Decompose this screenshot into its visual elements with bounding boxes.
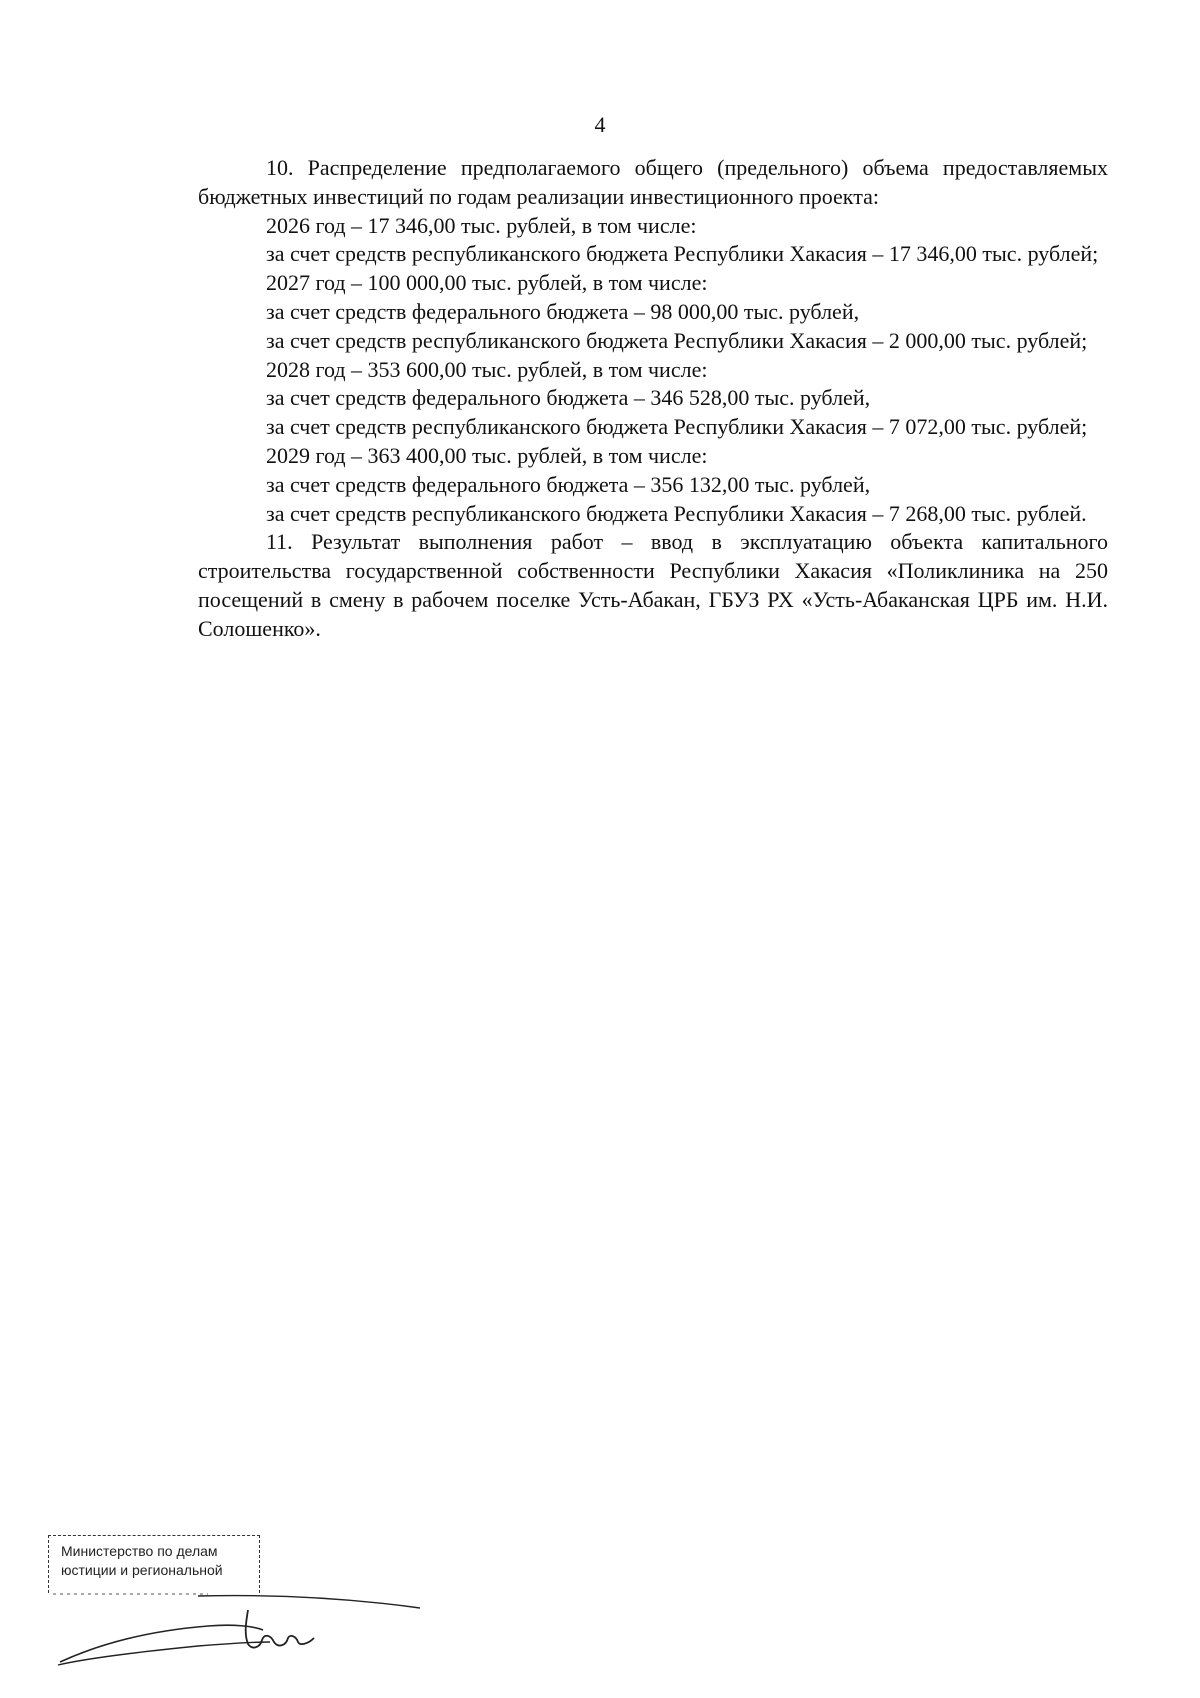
year-2026-republic-budget: за счет средств республиканского бюджета Республики Хакасия – 17 346,00 тыс. рублей; (266, 241, 1099, 267)
signature-mark (48, 1590, 428, 1690)
paragraph-item-11: 11. Результат выполнения работ – ввод в эксплуатацию объекта капитального строительства государственной собственности Республики Хакасия «Поликлиника на 250 посещений в смену в рабочем поселке Усть-Абакан, ГБУЗ РХ «Усть-Абаканская ЦРБ им. Н.И. Солошенко». (198, 529, 1108, 641)
year-2027-federal-budget: за счет средств федерального бюджета – 98 000,00 тыс. рублей, (266, 298, 860, 324)
paragraph-item-10: 10. Распределение предполагаемого общего (предельного) объема предоставляемых бюджетных инвестиций по годам реализации инвестиционного проекта: (198, 155, 1108, 209)
year-2028-republic-budget: за счет средств республиканского бюджета Республики Хакасия – 7 072,00 тыс. рублей; (266, 414, 1088, 440)
year-2029-republic-budget: за счет средств республиканского бюджета Республики Хакасия – 7 268,00 тыс. рублей. (266, 500, 1087, 526)
stamp-line-1: Министерство по делам (61, 1543, 218, 1559)
year-2027-total: 2027 год – 100 000,00 тыс. рублей, в том числе: (266, 270, 708, 296)
year-2026-total: 2026 год – 17 346,00 тыс. рублей, в том числе: (266, 212, 697, 238)
year-2029-total: 2029 год – 363 400,00 тыс. рублей, в том числе: (266, 442, 708, 468)
document-body (198, 154, 1108, 644)
stamp-line-2: юстиции и региональной (61, 1562, 223, 1578)
year-2028-total: 2028 год – 353 600,00 тыс. рублей, в том числе: (266, 356, 708, 382)
ministry-stamp (48, 1535, 260, 1593)
page-number: 4 (594, 112, 606, 137)
year-2029-federal-budget: за счет средств федерального бюджета – 356 132,00 тыс. рублей, (266, 471, 871, 497)
year-2028-federal-budget: за счет средств федерального бюджета – 346 528,00 тыс. рублей, (266, 385, 871, 411)
year-2027-republic-budget: за счет средств республиканского бюджета Республики Хакасия – 2 000,00 тыс. рублей; (266, 327, 1088, 353)
